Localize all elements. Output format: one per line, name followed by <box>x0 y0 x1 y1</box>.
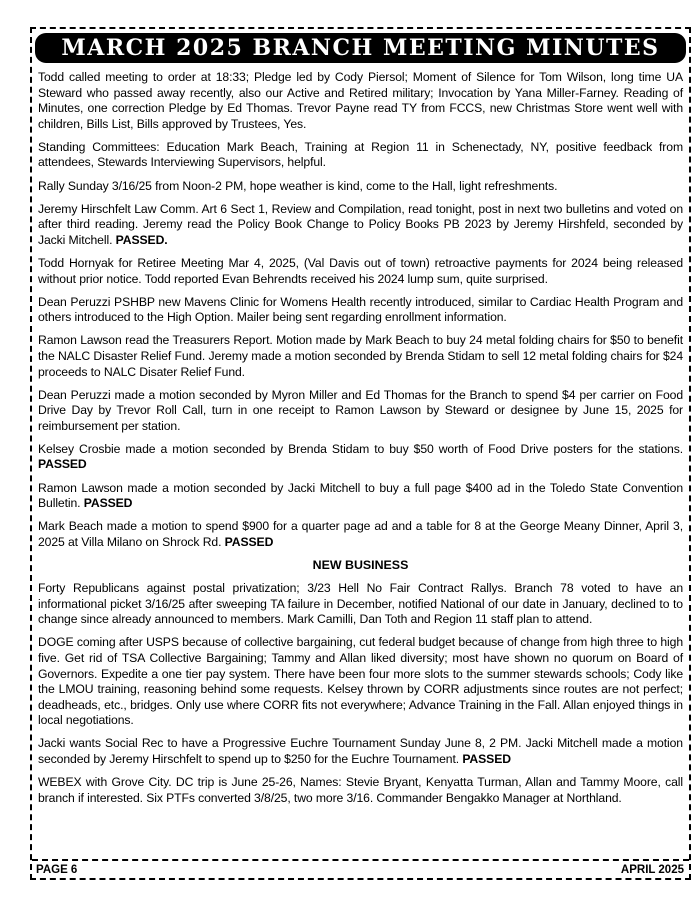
footer-issue-date: APRIL 2025 <box>620 863 684 876</box>
paragraph: WEBEX with Grove City. DC trip is June 25-26, Names: Stevie Bryant, Kenyatta Turman, Allan and Tammy Moore, call branch if interested. Six PTFs converted 3/8/25, two more 3/16. Commander Bengakko Manager at Northland. <box>38 775 683 805</box>
paragraph: Standing Committees: Education Mark Beach, Training at Region 11 in Schenectady, NY, positive feedback from attendees, Stewards Interviewing Supervisors, helpful. <box>38 139 683 170</box>
paragraph: Forty Republicans against postal privatization; 3/23 Hell No Fair Contract Rallys. Branch 78 voted to have an informational picket 3/16/25 after sweeping TA failure in December, notified National of our date in January, declined to to change since already announced to members. Mark Camilli, Dan Toth and Region 11 staff plan to attend. <box>38 581 683 627</box>
paragraph: Mark Beach made a motion to spend $900 for a quarter page ad and a table for 8 at the George Meany Dinner, April 3, 2025 at Villa Milano on Shrock Rd. PASSED <box>38 519 683 549</box>
paragraph: Ramon Lawson read the Treasurers Report. Motion made by Mark Beach to buy 24 metal folding chairs for $50 to benefit the NALC Disaster Relief Fund. Jeremy made a motion seconded by Brenda Stidam to sell 12 metal folding chairs for $24 proceeds to NALC Disater Relief Fund. <box>38 333 683 379</box>
paragraph: DOGE coming after USPS because of collective bargaining, cut federal budget because of change from high three to high five. Get rid of TSA Collective Bargaining; Tammy and Allan liked diversity; most have shown no quorum on Board of Governors. Expedite a one tier pay system. There have been four more slots to the summer stewards schools; Cody like the LMOU training, reasoning behind some requests. Kelsey thrown by CORR adjustments since routes are not perfect; deadheads, etc., bridges. Only use where CORR fits not everywhere; Advance Training in the Fall. Allan enjoyed things in local negotiations. <box>38 635 683 728</box>
title-banner <box>35 33 686 63</box>
paragraph: Dean Peruzzi made a motion seconded by Myron Miller and Ed Thomas for the Branch to spend $4 per carrier on Food Drive Day by Trevor Roll Call, turn in one receipt to Ramon Lawson by Steward or designee by June 15, 2025 for reimbursement per station. <box>38 387 683 433</box>
page-footer <box>32 859 689 878</box>
paragraph: Ramon Lawson made a motion seconded by Jacki Mitchell to buy a full page $400 ad in the Toledo State Convention Bulletin. PASSED <box>38 480 683 511</box>
passed-label: PASSED <box>224 534 274 549</box>
passed-label: PASSED <box>83 496 133 511</box>
passed-label: PASSED. <box>115 232 168 247</box>
page-title: MARCH 2025 BRANCH MEETING MINUTES <box>61 35 660 61</box>
passed-label: PASSED <box>462 751 511 766</box>
paragraph: Jacki wants Social Rec to have a Progressive Euchre Tournament Sunday June 8, 2 PM. Jacki Mitchell made a motion seconded by Jeremy Hirschfelt to spend up to $250 for the Euchre Tournament. PASSED <box>38 736 683 766</box>
paragraph: Todd called meeting to order at 18:33; Pledge led by Cody Piersol; Moment of Silence for Tom Wilson, long time UA Steward who passed away recently, also our Active and Retired military; Invocation by Yana Miller-Farney. Reading of Minutes, one correction Pledge by Ed Thomas. Trevor Payne read TY from FCCS, new Christmas Store went well with children, Bills List, Bills approved by Trustees, Yes. <box>38 70 683 131</box>
section-heading: NEW BUSINESS <box>312 557 409 572</box>
paragraph: Todd Hornyak for Retiree Meeting Mar 4, 2025, (Val Davis out of town) retroactive payments for 2024 being released without prior notice. Todd reported Evan Behrendts received his 2024 lump sum, quite surprised. <box>38 255 683 286</box>
paragraph: Kelsey Crosbie made a motion seconded by Brenda Stidam to buy $50 worth of Food Drive posters for the stations. PASSED <box>38 441 683 472</box>
passed-label: PASSED <box>38 457 87 472</box>
newsletter-page <box>30 27 691 880</box>
content-blocks <box>32 66 689 859</box>
paragraph: Jeremy Hirschfelt Law Comm. Art 6 Sect 1, Review and Compilation, read tonight, post in next two bulletins and voted on after third reading. Jeremy read the Policy Book Change to Policy Books PB 2023 by Jeremy Hirshfeld, seconded by Jacki Mitchell. PASSED. <box>38 201 683 247</box>
paragraph: Dean Peruzzi PSHBP new Mavens Clinic for Womens Health recently introduced, similar to Cardiac Health Program and others introduced to the High Option. Mailer being sent regarding enrollment information. <box>38 294 683 325</box>
footer-page-number: PAGE 6 <box>36 863 78 876</box>
paragraph: Rally Sunday 3/16/25 from Noon-2 PM, hope weather is kind, come to the Hall, light refreshments. <box>38 178 558 193</box>
